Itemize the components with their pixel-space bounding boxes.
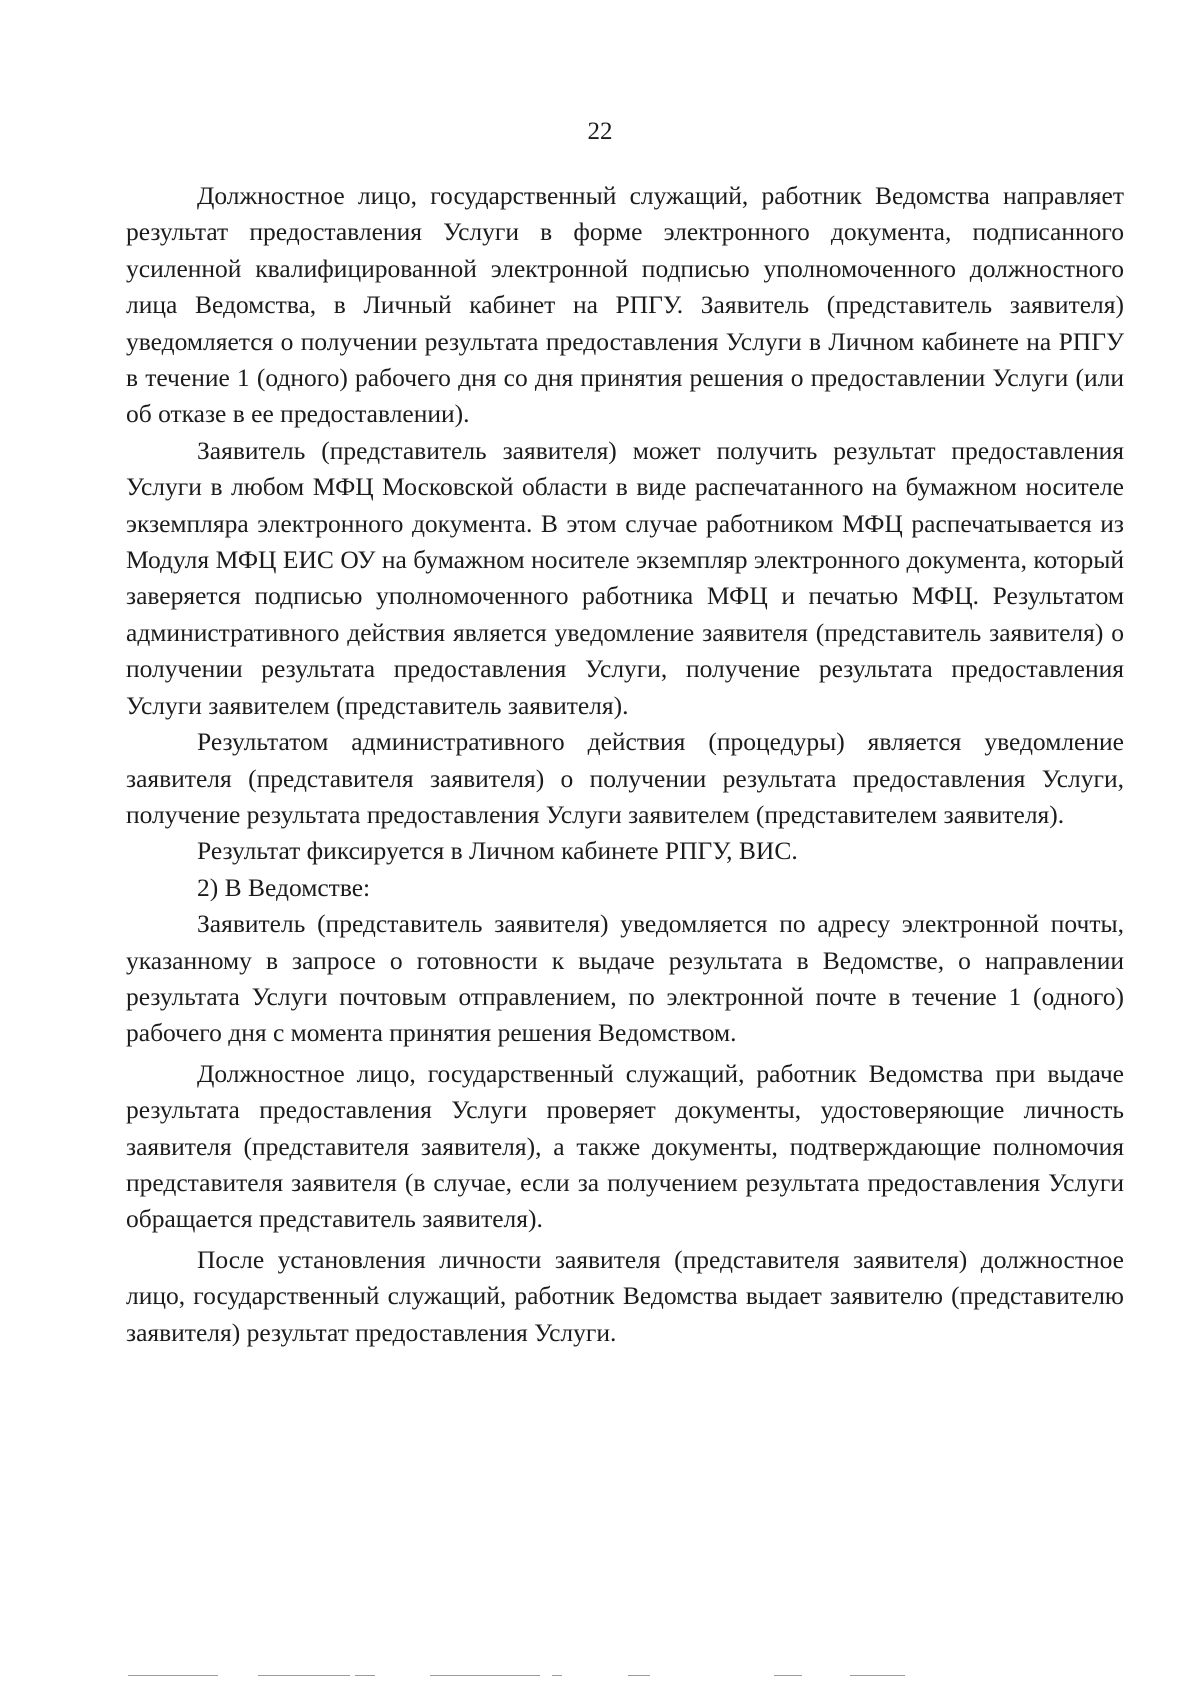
document-body [126,178,1124,1351]
paragraph-in-department-heading: 2) В Ведомстве: [197,872,371,902]
paragraph-identity-check: Должностное лицо, государственный служащий, работник Ведомства при выдаче результата предоставления Услуги проверяет документы, удостоверяющие личность заявителя (представителя заявителя), а также документы, подтверждающие полномочия представителя заявителя (в случае, если за получением результата предоставления Услуги обращается представитель заявителя). [126,1058,1124,1234]
scan-edge-artifacts [0,1670,1200,1682]
page-number: 22 [587,118,613,145]
paragraph-result-issuance: После установления личности заявителя (представителя заявителя) должностное лицо, государственный служащий, работник Ведомства выдает заявителю (представителю заявителя) результат предоставления Услуги. [126,1244,1124,1347]
paragraph-electronic-result: Должностное лицо, государственный служащий, работник Ведомства направляет результат предоставления Услуги в форме электронного документа, подписанного усиленной квалифицированной электронной подписью уполномоченного должностного лица Ведомства, в Личный кабинет на РПГУ. Заявитель (представитель заявителя) уведомляется о получении результата предоставления Услуги в Личном кабинете на РПГУ в течение 1 (одного) рабочего дня со дня принятия решения о предоставлении Услуги (или об отказе в ее предоставлении). [126,181,1124,429]
paragraph-action-result: Результатом административного действия (процедуры) является уведомление заявителя (представителя заявителя) о получении результата предоставления Услуги, получение результата предоставления Услуги заявителем (представителем заявителя). [126,727,1124,829]
paragraph-email-notification: Заявитель (представитель заявителя) уведомляется по адресу электронной почты, указанному в запросе о готовности к выдаче результата в Ведомстве, о направлении результата Услуги почтовым отправлением, по электронной почте в течение 1 (одного) рабочего дня с момента принятия решения Ведомством. [126,909,1124,1048]
paragraph-mfc-result: Заявитель (представитель заявителя) может получить результат предоставления Услуги в любом МФЦ Московской области в виде распечатанного на бумажном носителе экземпляра электронного документа. В этом случае работником МФЦ распечатывается из Модуля МФЦ ЕИС ОУ на бумажном носителе экземпляр электронного документа, который заверяется подписью уполномоченного работника МФЦ и печатью МФЦ. Результатом административного действия является уведомление заявителя (представитель заявителя) о получении результата предоставления Услуги, получение результата предоставления Услуги заявителем (представитель заявителя). [126,435,1124,720]
paragraph-result-recorded: Результат фиксируется в Личном кабинете РПГУ, ВИС. [197,836,798,866]
